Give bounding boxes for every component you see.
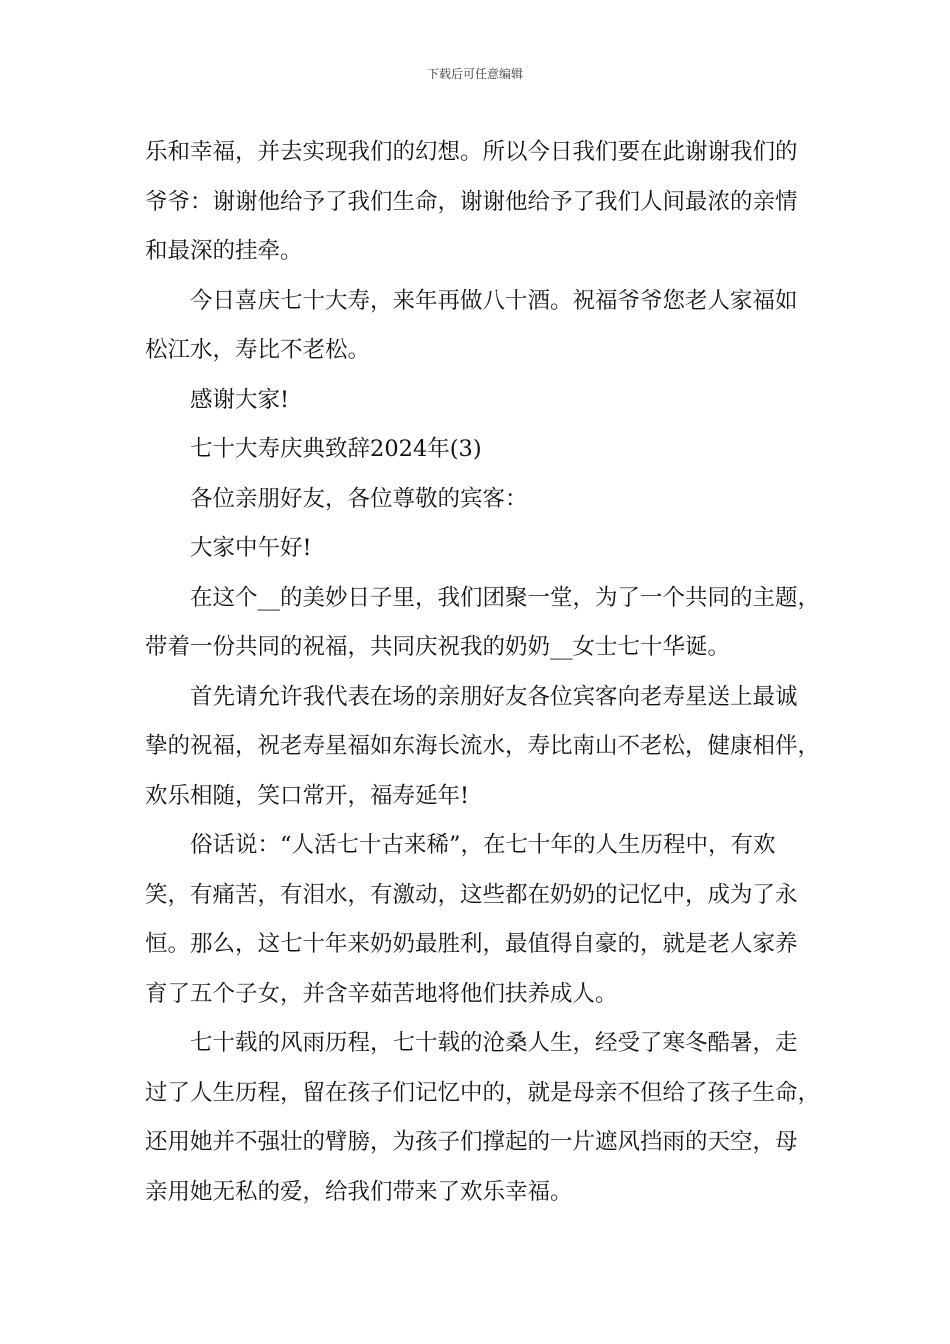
text-line: 俗话说：“人活七十古来稀”，在七十年的人生历程中，有欢 (190, 832, 776, 858)
text-line: 首先请允许我代表在场的亲朋好友各位宾客向老寿星送上最诚 (190, 683, 798, 710)
text-line: 笑，有痛苦，有泪水，有激动，这些都在奶奶的记忆中，成为了永 (145, 881, 798, 908)
section-title: 七十大寿庆典致辞2024年(3) (190, 436, 482, 462)
text-line: 挚的祝福，祝老寿星福如东海长流水，寿比南山不老松，健康相伴， (145, 733, 821, 759)
text-line: 欢乐相随，笑口常开，福寿延年! (145, 782, 470, 809)
text-line: 在这个__的美妙日子里，我们团聚一堂，为了一个共同的主题， (190, 584, 821, 611)
text-line: 过了人生历程，留在孩子们记忆中的，就是母亲不但给了孩子生命， (145, 1079, 821, 1106)
text-line: 松江水，寿比不老松。 (145, 337, 371, 363)
text-line: 和最深的挂牵。 (145, 238, 303, 264)
text-line: 还用她并不强壮的臂膀，为孩子们撑起的一片遮风挡雨的天空，母 (145, 1129, 798, 1155)
text-line: 各位亲朋好友，各位尊敬的宾客： (190, 485, 528, 512)
text-line: 爷爷：谢谢他给予了我们生命，谢谢他给予了我们人间最浓的亲情 (145, 188, 798, 215)
page-header-note: 下载后可任意编辑 (426, 67, 523, 81)
text-line: 大家中午好! (190, 535, 312, 561)
text-line: 感谢大家! (190, 386, 290, 413)
text-line: 亲用她无私的爱，给我们带来了欢乐幸福。 (145, 1178, 573, 1205)
text-line: 带着一份共同的祝福，共同庆祝我的奶奶__女士七十华诞。 (145, 634, 731, 660)
text-line: 恒。那么，这七十年来奶奶最胜利，最值得自豪的，就是老人家养 (145, 931, 798, 957)
document-body (145, 128, 821, 1217)
text-line: 七十载的风雨历程，七十载的沧桑人生，经受了寒冬酷暑，走 (190, 1030, 798, 1056)
text-line: 乐和幸福，并去实现我们的幻想。所以今日我们要在此谢谢我们的 (145, 139, 798, 165)
text-line: 今日喜庆七十大寿，来年再做八十酒。祝福爷爷您老人家福如 (190, 287, 798, 314)
text-line: 育了五个子女，并含辛茹苦地将他们扶养成人。 (145, 980, 618, 1007)
